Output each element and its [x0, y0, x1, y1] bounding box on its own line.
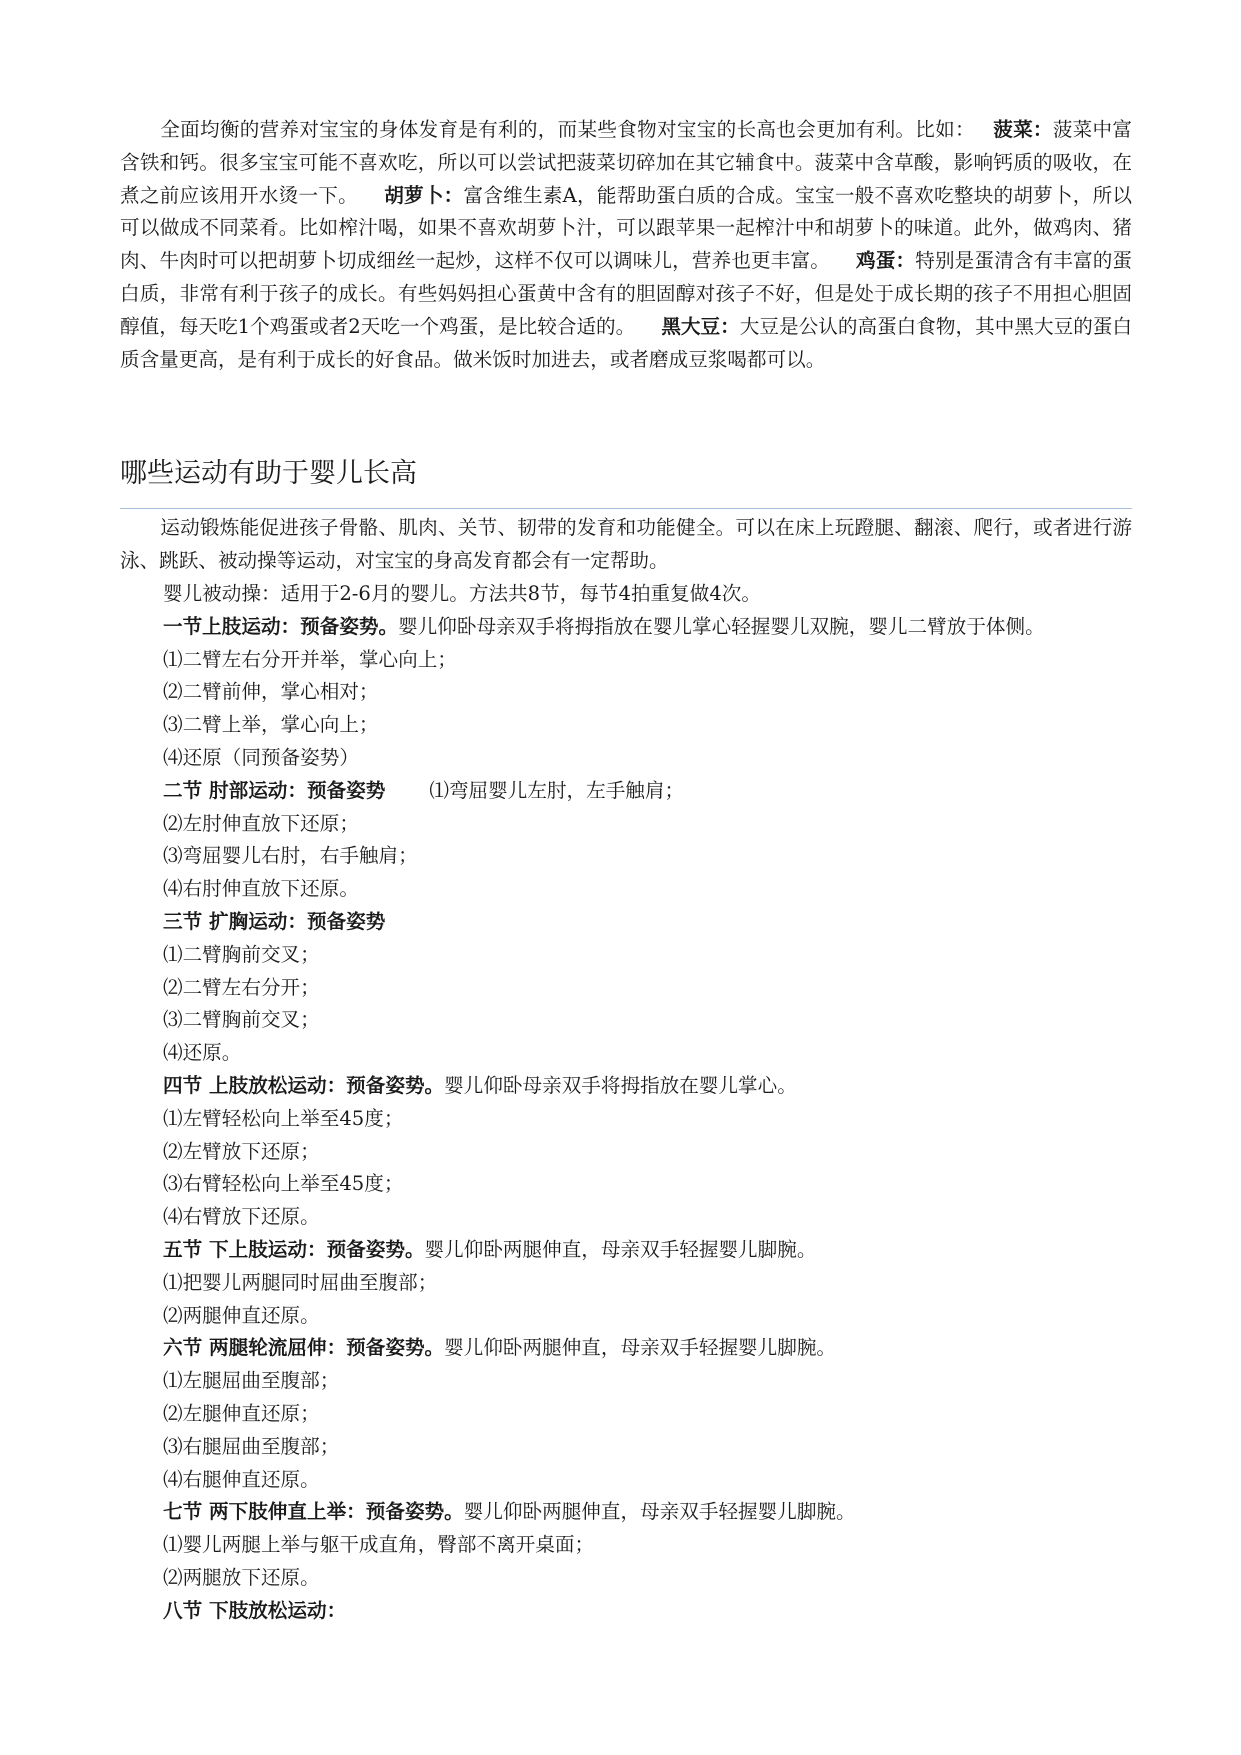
- exercise-step-line: [163, 775, 1138, 808]
- step-text: ⑷还原。: [163, 1041, 242, 1065]
- step-heading: 二节 肘部运动：预备姿势: [163, 778, 386, 802]
- step-text: ⑴二臂胸前交叉；: [163, 942, 320, 966]
- exercise-step-line: [163, 1332, 1138, 1365]
- step-text: ⑵两腿放下还原。: [163, 1565, 320, 1589]
- step-text: 婴儿仰卧母亲双手将拇指放在婴儿掌心轻握婴儿双腕，婴儿二臂放于体侧。: [398, 614, 1045, 638]
- carrot-label: 胡萝卜：: [383, 183, 464, 207]
- step-heading: 七节 两下肢伸直上举：预备姿势。: [163, 1500, 464, 1524]
- exercise-step-line: [163, 1595, 1138, 1628]
- step-text: 婴儿仰卧母亲双手将拇指放在婴儿掌心。: [444, 1073, 797, 1097]
- exercise-step-line: [163, 1431, 1138, 1464]
- exercise-step-line: [163, 873, 1138, 906]
- step-heading: 三节 扩胸运动：预备姿势: [163, 909, 386, 933]
- exercise-step-line: [163, 1070, 1138, 1103]
- exercise-step-line: [163, 1136, 1138, 1169]
- step-text: 婴儿仰卧两腿伸直，母亲双手轻握婴儿脚腕。: [424, 1237, 817, 1261]
- exercise-step-line: [163, 644, 1138, 677]
- exercise-step-line: [163, 1398, 1138, 1431]
- step-text: ⑶右臂轻松向上举至45度；: [163, 1172, 404, 1196]
- exercise-step-line: [163, 578, 1138, 611]
- step-text: ⑷右臂放下还原。: [163, 1205, 320, 1229]
- step-text: ⑶右腿屈曲至腹部；: [163, 1434, 340, 1458]
- exercise-step-line: [163, 1496, 1138, 1529]
- exercise-step-line: [163, 1464, 1138, 1497]
- step-text: ⑷右腿伸直还原。: [163, 1467, 320, 1491]
- soy-text: 大豆是公认的高蛋白食物，其中黑大豆的蛋白质含量更高，是有利于成长的好食品。做米饭时加进去，或者磨成豆浆喝都可以。: [120, 314, 1133, 371]
- nutrition-paragraph: [120, 114, 1132, 376]
- step-text: 婴儿仰卧两腿伸直，母亲双手轻握婴儿脚腕。: [463, 1500, 856, 1524]
- exercise-step-line: [163, 676, 1138, 709]
- step-text: ⑵左肘伸直放下还原；: [163, 811, 359, 835]
- exercise-step-line: [163, 1201, 1138, 1234]
- exercise-intro-text: 运动锻炼能促进孩子骨骼、肌肉、关节、韧带的发育和功能健全。可以在床上玩蹬腿、翻滚、爬行，或者进行游泳、跳跃、被动操等运动，对宝宝的身高发育都会有一定帮助。: [120, 516, 1132, 572]
- exercise-step-line: [163, 1562, 1138, 1595]
- exercise-step-line: [163, 1267, 1138, 1300]
- step-text: ⑵左臂放下还原；: [163, 1139, 320, 1163]
- step-text: ⑴把婴儿两腿同时屈曲至腹部；: [163, 1270, 438, 1294]
- exercise-step-line: [163, 939, 1138, 972]
- exercise-step-line: [163, 1168, 1138, 1201]
- step-text: ⑶二臂胸前交叉；: [163, 1008, 320, 1032]
- carrot-text: 富含维生素A，能帮助蛋白质的合成。宝宝一般不喜欢吃整块的胡萝卜，所以可以做成不同菜肴。比如榨汁喝，如果不喜欢胡萝卜汁，可以跟苹果一起榨汁中和胡萝卜的味道。此外，做鸡肉、猪肉、牛肉时可以把胡萝卜切成细丝一起炒，这样不仅可以调味儿，营养也更丰富。: [120, 183, 1133, 273]
- step-text: ⑵二臂前伸，掌心相对；: [163, 680, 379, 704]
- egg-label: 鸡蛋：: [855, 249, 916, 273]
- exercise-step-line: [163, 611, 1138, 644]
- step-text: ⑴二臂左右分开并举，掌心向上；: [163, 647, 457, 671]
- step-text: 婴儿仰卧两腿伸直，母亲双手轻握婴儿脚腕。: [444, 1336, 837, 1360]
- nutrition-lead: 全面均衡的营养对宝宝的身体发育是有利的，而某些食物对宝宝的长高也会更加有利。比如：: [160, 118, 975, 141]
- heading-underline: [120, 508, 1132, 509]
- step-heading: 八节 下肢放松运动：: [163, 1598, 347, 1622]
- step-text: 婴儿被动操：适用于2-6月的婴儿。方法共8节，每节4拍重复做4次。: [163, 582, 761, 605]
- step-text: ⑶二臂上举，掌心向上；: [163, 713, 379, 737]
- exercise-step-line: [163, 1234, 1138, 1267]
- exercise-step-line: [163, 1529, 1138, 1562]
- exercise-steps-list: [163, 578, 1138, 1628]
- step-text: ⑵左腿伸直还原；: [163, 1401, 320, 1425]
- step-text: ⑴弯屈婴儿左肘，左手触肩；: [429, 778, 685, 802]
- step-text: ⑷右肘伸直放下还原。: [163, 877, 359, 901]
- step-heading: 一节上肢运动：预备姿势。: [163, 614, 399, 638]
- step-text: ⑴左腿屈曲至腹部；: [163, 1369, 340, 1393]
- step-text: ⑶弯屈婴儿右肘，右手触肩；: [163, 844, 418, 868]
- exercise-step-line: [163, 1103, 1138, 1136]
- egg-text: 特别是蛋清含有丰富的蛋白质，非常有利于孩子的成长。有些妈妈担心蛋黄中含有的胆固醇对孩子不好，但是处于成长期的孩子不用担心胆固醇值，每天吃1个鸡蛋或者2天吃一个鸡蛋，是比较合适的。: [120, 249, 1133, 338]
- step-heading: 五节 下上肢运动：预备姿势。: [163, 1237, 425, 1261]
- step-text: ⑴左臂轻松向上举至45度；: [163, 1106, 404, 1130]
- exercise-step-line: [163, 972, 1138, 1005]
- exercise-step-line: [163, 742, 1138, 775]
- exercise-intro: [120, 512, 1132, 578]
- exercise-step-line: [163, 1365, 1138, 1398]
- step-text: ⑵二臂左右分开；: [163, 975, 320, 999]
- exercise-step-line: [163, 808, 1138, 841]
- exercise-step-line: [163, 906, 1138, 939]
- exercise-step-line: [163, 1037, 1138, 1070]
- step-text: ⑵两腿伸直还原。: [163, 1303, 320, 1327]
- exercise-step-line: [163, 1004, 1138, 1037]
- exercise-step-line: [163, 709, 1138, 742]
- step-heading: 六节 两腿轮流屈伸：预备姿势。: [163, 1336, 445, 1360]
- spinach-text: 菠菜中富含铁和钙。很多宝宝可能不喜欢吃，所以可以尝试把菠菜切碎加在其它辅食中。菠菜中含草酸，影响钙质的吸收，在煮之前应该用开水烫一下。: [120, 118, 1133, 207]
- step-text: ⑴婴儿两腿上举与躯干成直角，臀部不离开桌面；: [163, 1533, 595, 1557]
- step-heading: 四节 上肢放松运动：预备姿势。: [163, 1073, 445, 1097]
- soy-label: 黑大豆：: [661, 314, 740, 338]
- exercise-step-line: [163, 840, 1138, 873]
- step-text: ⑷还原（同预备姿势）: [163, 745, 359, 769]
- spinach-label: 菠菜：: [992, 118, 1053, 141]
- exercise-step-line: [163, 1300, 1138, 1333]
- section-heading: 哪些运动有助于婴儿长高: [120, 458, 417, 489]
